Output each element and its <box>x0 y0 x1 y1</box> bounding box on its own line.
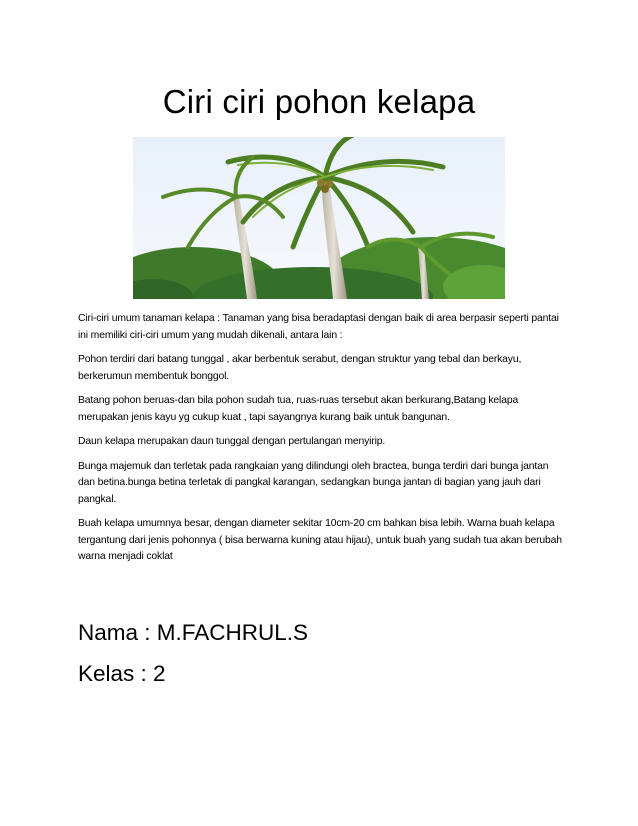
paragraph-batang-akar: Pohon terdiri dari batang tunggal , akar berbentuk serabut, dengan struktur yang tebal dan berkayu, berkerumun membentuk bonggol. <box>78 354 522 382</box>
paragraph-intro: Ciri-ciri umum tanaman kelapa : Tanaman yang bisa beradaptasi dengan baik di area berpasir seperti pantai ini memiliki ciri-ciri umum yang mudah dikenali, antara lain : <box>78 313 559 341</box>
paragraph-buah: Buah kelapa umumnya besar, dengan diameter sekitar 10cm-20 cm bahkan bisa lebih. Warna buah kelapa tergantung dari jenis pohonnya ( bisa berwarna kuning atau hijau), untuk buah yang sudah tua akan berubah warna menjadi coklat <box>78 518 562 562</box>
paragraph-batang: Batang pohon beruas-dan bila pohon sudah tua, ruas-ruas tersebut akan berkurang,Batang kelapa merupakan jenis kayu yg cukup kuat , tapi sayangnya kurang baik untuk bangunan. <box>78 395 519 423</box>
author-class: Kelas : 2 <box>78 661 166 686</box>
coconut-palm-photo <box>133 137 505 299</box>
author-name: Nama : M.FACHRUL.S <box>78 620 309 645</box>
paragraph-bunga: Bunga majemuk dan terletak pada rangkaian yang dilindungi oleh bractea, bunga terdiri dari bunga jantan dan betina.bunga betina terletak di pangkal karangan, sedangkan bunga jantan di bagian yang jauh dari pangkal. <box>78 460 549 505</box>
paragraph-daun: Daun kelapa merupakan daun tunggal dengan pertulangan menyirip. <box>78 436 386 447</box>
page-title: Ciri ciri pohon kelapa <box>162 83 476 120</box>
body-text <box>78 311 562 574</box>
